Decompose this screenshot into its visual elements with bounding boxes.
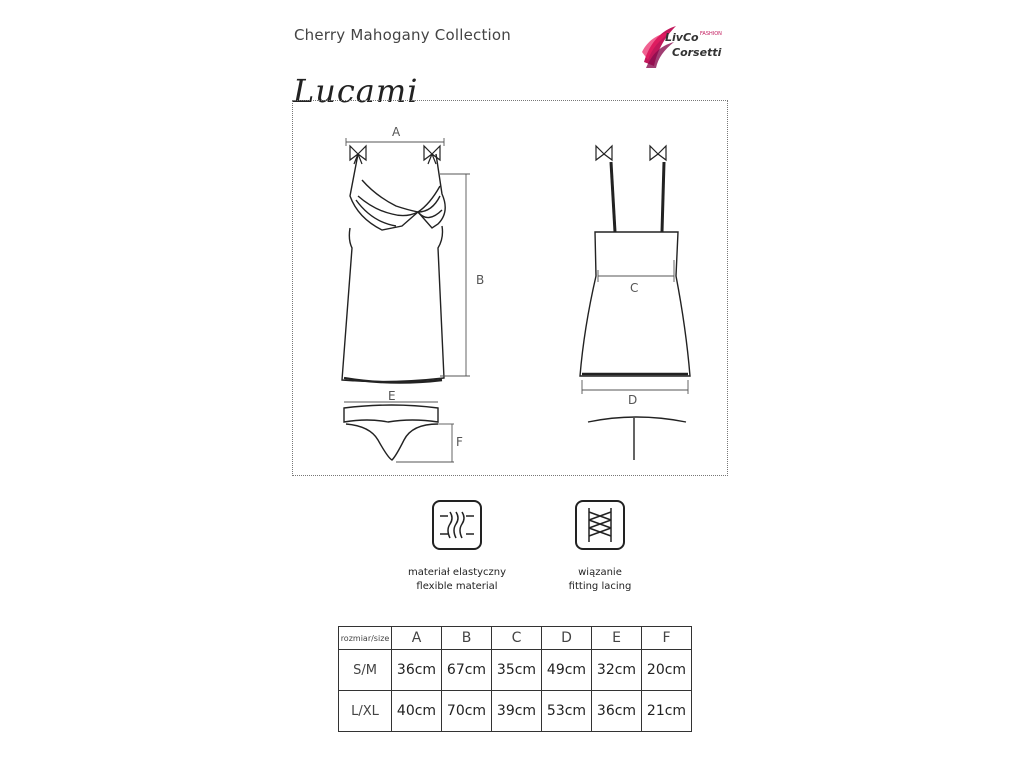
table-cell: 21cm (642, 691, 692, 732)
elastic-material-icon (432, 500, 482, 550)
label-d: D (628, 393, 638, 407)
label-f: F (456, 435, 463, 449)
feature-lacing-en: fitting lacing (568, 581, 632, 592)
size-label: L/XL (339, 691, 392, 732)
size-table-header (339, 627, 692, 650)
back-chemise-drawing (580, 162, 690, 460)
table-cell: 35cm (492, 650, 542, 691)
feature-lacing (540, 500, 660, 594)
table-cell: 40cm (392, 691, 442, 732)
feature-elastic-pl: materiał elastyczny (407, 567, 507, 578)
size-label: S/M (339, 650, 392, 691)
column-header: C (492, 627, 542, 650)
table-cell: 67cm (442, 650, 492, 691)
size-table (338, 626, 692, 732)
table-cell: 39cm (492, 691, 542, 732)
bow-icons (350, 146, 666, 164)
column-header: A (392, 627, 442, 650)
feature-elastic-en: flexible material (416, 581, 498, 592)
label-c: C (630, 281, 639, 295)
table-cell: 53cm (542, 691, 592, 732)
collection-title: Cherry Mahogany Collection (294, 26, 512, 44)
dimension-lines (344, 138, 688, 462)
feature-elastic (398, 500, 516, 594)
logo-line2: Corsetti (672, 46, 722, 59)
front-chemise-drawing (342, 154, 445, 383)
table-cell: 70cm (442, 691, 492, 732)
size-table-corner: rozmiar/size (339, 627, 392, 650)
label-e: E (388, 389, 396, 403)
feature-lacing-pl: wiązanie (578, 567, 622, 578)
logo-line1: LivCo (665, 31, 699, 44)
table-row (339, 650, 692, 691)
column-header: F (642, 627, 692, 650)
table-cell: 36cm (592, 691, 642, 732)
lacing-icon (575, 500, 625, 550)
logo-line1-small: FASHION (700, 31, 722, 37)
thong-drawing (344, 405, 438, 460)
label-b: B (476, 273, 485, 287)
column-header: B (442, 627, 492, 650)
table-cell: 20cm (642, 650, 692, 691)
label-a: A (392, 125, 401, 139)
product-name: Lucami (293, 72, 419, 110)
table-row (339, 691, 692, 732)
table-cell: 49cm (542, 650, 592, 691)
column-header: D (542, 627, 592, 650)
brand-logo (640, 22, 750, 72)
table-cell: 36cm (392, 650, 442, 691)
column-header: E (592, 627, 642, 650)
table-cell: 32cm (592, 650, 642, 691)
garment-diagram (292, 100, 728, 476)
